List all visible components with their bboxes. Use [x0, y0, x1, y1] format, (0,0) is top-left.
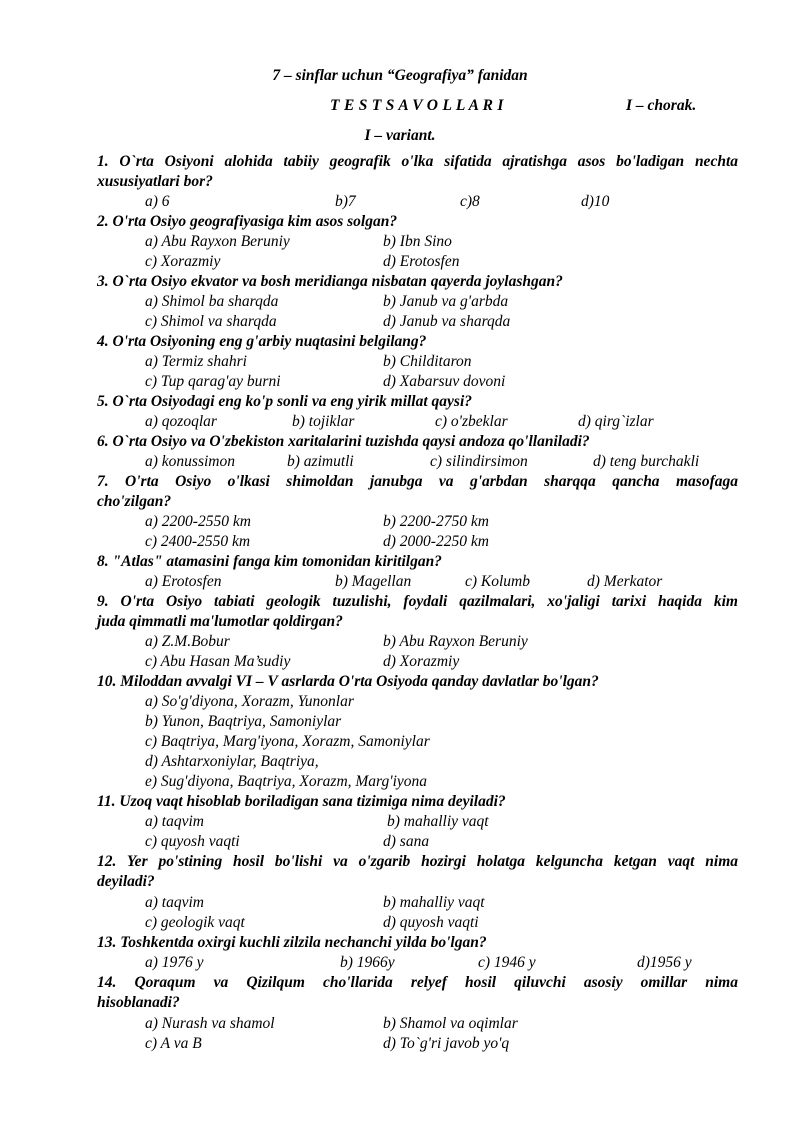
q1-option-c: c)8 [460, 193, 480, 210]
question-5: 5. O`rta Osiyodagi eng ko'p sonli va eng yirik millat qaysi? [97, 393, 473, 410]
quarter-label: I – chorak. [626, 97, 697, 114]
q11-option-c: c) quyosh vaqti [145, 833, 240, 850]
q10-option-c: c) Baqtriya, Marg'iyona, Xorazm, Samoniylar [145, 733, 430, 750]
q4-option-c: c) Tup qarag'ay burni [145, 373, 281, 390]
q7-option-b: b) 2200-2750 km [383, 513, 489, 530]
q11-option-b: b) mahalliy vaqt [387, 813, 489, 830]
q10-option-d: d) Ashtarxoniylar, Baqtriya, [145, 753, 319, 770]
question-14-line-1: 14. Qoraqum va Qizilqum cho'llarida relyef hosil qiluvchi asosiy omillar nima [97, 974, 738, 991]
question-12-line-2: deyiladi? [97, 873, 155, 890]
q12-option-c: c) geologik vaqt [145, 914, 245, 931]
q5-option-a: a) qozoqlar [145, 413, 217, 430]
q13-option-a: a) 1976 y [145, 954, 204, 971]
q2-option-d: d) Erotosfen [383, 253, 460, 270]
q9-option-b: b) Abu Rayxon Beruniy [383, 633, 528, 650]
q6-option-b: b) azimutli [287, 453, 354, 470]
q2-option-a: a) Abu Rayxon Beruniy [145, 233, 290, 250]
q8-option-c: c) Kolumb [465, 573, 531, 590]
q9-option-a: a) Z.M.Bobur [145, 633, 230, 650]
q13-option-b: b) 1966y [340, 954, 395, 971]
question-13: 13. Toshkentda oxirgi kuchli zilzila nechanchi yilda bo'lgan? [97, 934, 487, 951]
q6-option-d: d) teng burchakli [593, 453, 700, 470]
question-10: 10. Miloddan avvalgi VI – V asrlarda O'rta Osiyoda qanday davlatlar bo'lgan? [97, 673, 599, 690]
q2-option-b: b) Ibn Sino [383, 233, 452, 250]
q11-option-a: a) taqvim [145, 813, 204, 830]
question-1-line-1: 1. O`rta Osiyoni alohida tabiiy geografik o'lka sifatida ajratishga asos bo'ladigan nechta [97, 153, 738, 170]
q8-option-d: d) Merkator [587, 573, 663, 590]
q7-option-c: c) 2400-2550 km [145, 533, 251, 550]
q14-option-b: b) Shamol va oqimlar [383, 1015, 518, 1032]
q3-option-c: c) Shimol va sharqda [145, 313, 277, 330]
question-14-line-2: hisoblanadi? [97, 994, 180, 1011]
question-3: 3. O`rta Osiyo ekvator va bosh meridianga nisbatan qayerda joylashgan? [97, 273, 563, 290]
q9-option-c: c) Abu Hasan Ma’sudiy [145, 653, 291, 670]
q4-option-a: a) Termiz shahri [145, 353, 247, 370]
q12-option-d: d) quyosh vaqti [383, 914, 479, 931]
test-title: T E S T S A V O L L A R I [330, 97, 504, 114]
q10-option-b: b) Yunon, Baqtriya, Samoniylar [145, 713, 342, 730]
question-8: 8. "Atlas" atamasini fanga kim tomonidan kiritilgan? [97, 553, 442, 570]
q9-option-d: d) Xorazmiy [383, 653, 460, 670]
q8-option-b: b) Magellan [335, 573, 412, 590]
q5-option-d: d) qirg`izlar [578, 413, 654, 430]
question-2: 2. O'rta Osiyo geografiyasiga kim asos solgan? [97, 213, 398, 230]
q13-option-c: c) 1946 y [478, 954, 536, 971]
question-6: 6. O`rta Osiyo va O'zbekiston xaritalarini tuzishda qaysi andoza qo'llaniladi? [97, 433, 590, 450]
q5-option-c: c) o'zbeklar [435, 413, 508, 430]
q14-option-d: d) To`g'ri javob yo'q [383, 1035, 510, 1052]
q14-option-a: a) Nurash va shamol [145, 1015, 275, 1032]
question-9-line-2: juda qimmatli ma'lumotlar qoldirgan? [97, 613, 343, 630]
q6-option-a: a) konussimon [145, 453, 235, 470]
q14-option-c: c) A va B [145, 1035, 202, 1052]
q3-option-a: a) Shimol ba sharqda [145, 293, 279, 310]
question-7-line-2: cho'zilgan? [97, 493, 172, 510]
q6-option-c: c) silindirsimon [430, 453, 528, 470]
q1-option-a: a) 6 [145, 193, 170, 210]
question-9-line-1: 9. O'rta Osiyo tabiati geologik tuzulishi, foydali qazilmalari, xo'jaligi tarixi haqida kim [97, 593, 738, 610]
q2-option-c: c) Xorazmiy [145, 253, 221, 270]
q13-option-d: d)1956 y [637, 954, 692, 971]
q12-option-a: a) taqvim [145, 894, 204, 911]
q11-option-d: d) sana [383, 833, 430, 850]
question-4: 4. O'rta Osiyoning eng g'arbiy nuqtasini belgilang? [97, 333, 427, 350]
q7-option-d: d) 2000-2250 km [383, 533, 489, 550]
q4-option-b: b) Childitaron [383, 353, 472, 370]
question-12-line-1: 12. Yer po'stining hosil bo'lishi va o'zgarib hozirgi holatga kelguncha ketgan vaqt nima [97, 853, 738, 870]
q3-option-d: d) Janub va sharqda [383, 313, 511, 330]
q1-option-d: d)10 [581, 193, 610, 210]
q10-option-a: a) So'g'diyona, Xorazm, Yunonlar [145, 693, 354, 710]
q5-option-b: b) tojiklar [292, 413, 355, 430]
q10-option-e: e) Sug'diyona, Baqtriya, Xorazm, Marg'iyona [145, 773, 428, 790]
q12-option-b: b) mahalliy vaqt [383, 894, 485, 911]
q4-option-d: d) Xabarsuv dovoni [383, 373, 506, 390]
q7-option-a: a) 2200-2550 km [145, 513, 251, 530]
q3-option-b: b) Janub va g'arbda [383, 293, 509, 310]
q8-option-a: a) Erotosfen [145, 573, 222, 590]
q1-option-b: b)7 [335, 193, 356, 210]
question-1-line-2: xususiyatlari bor? [97, 173, 213, 190]
doc-heading: 7 – sinflar uchun “Geografiya” fanidan [272, 67, 528, 84]
question-11: 11. Uzoq vaqt hisoblab boriladigan sana tizimiga nima deyiladi? [97, 793, 506, 810]
variant-label: I – variant. [364, 127, 436, 144]
question-7-line-1: 7. O'rta Osiyo o'lkasi shimoldan janubga va g'arbdan sharqqa qancha masofaga [97, 473, 738, 490]
